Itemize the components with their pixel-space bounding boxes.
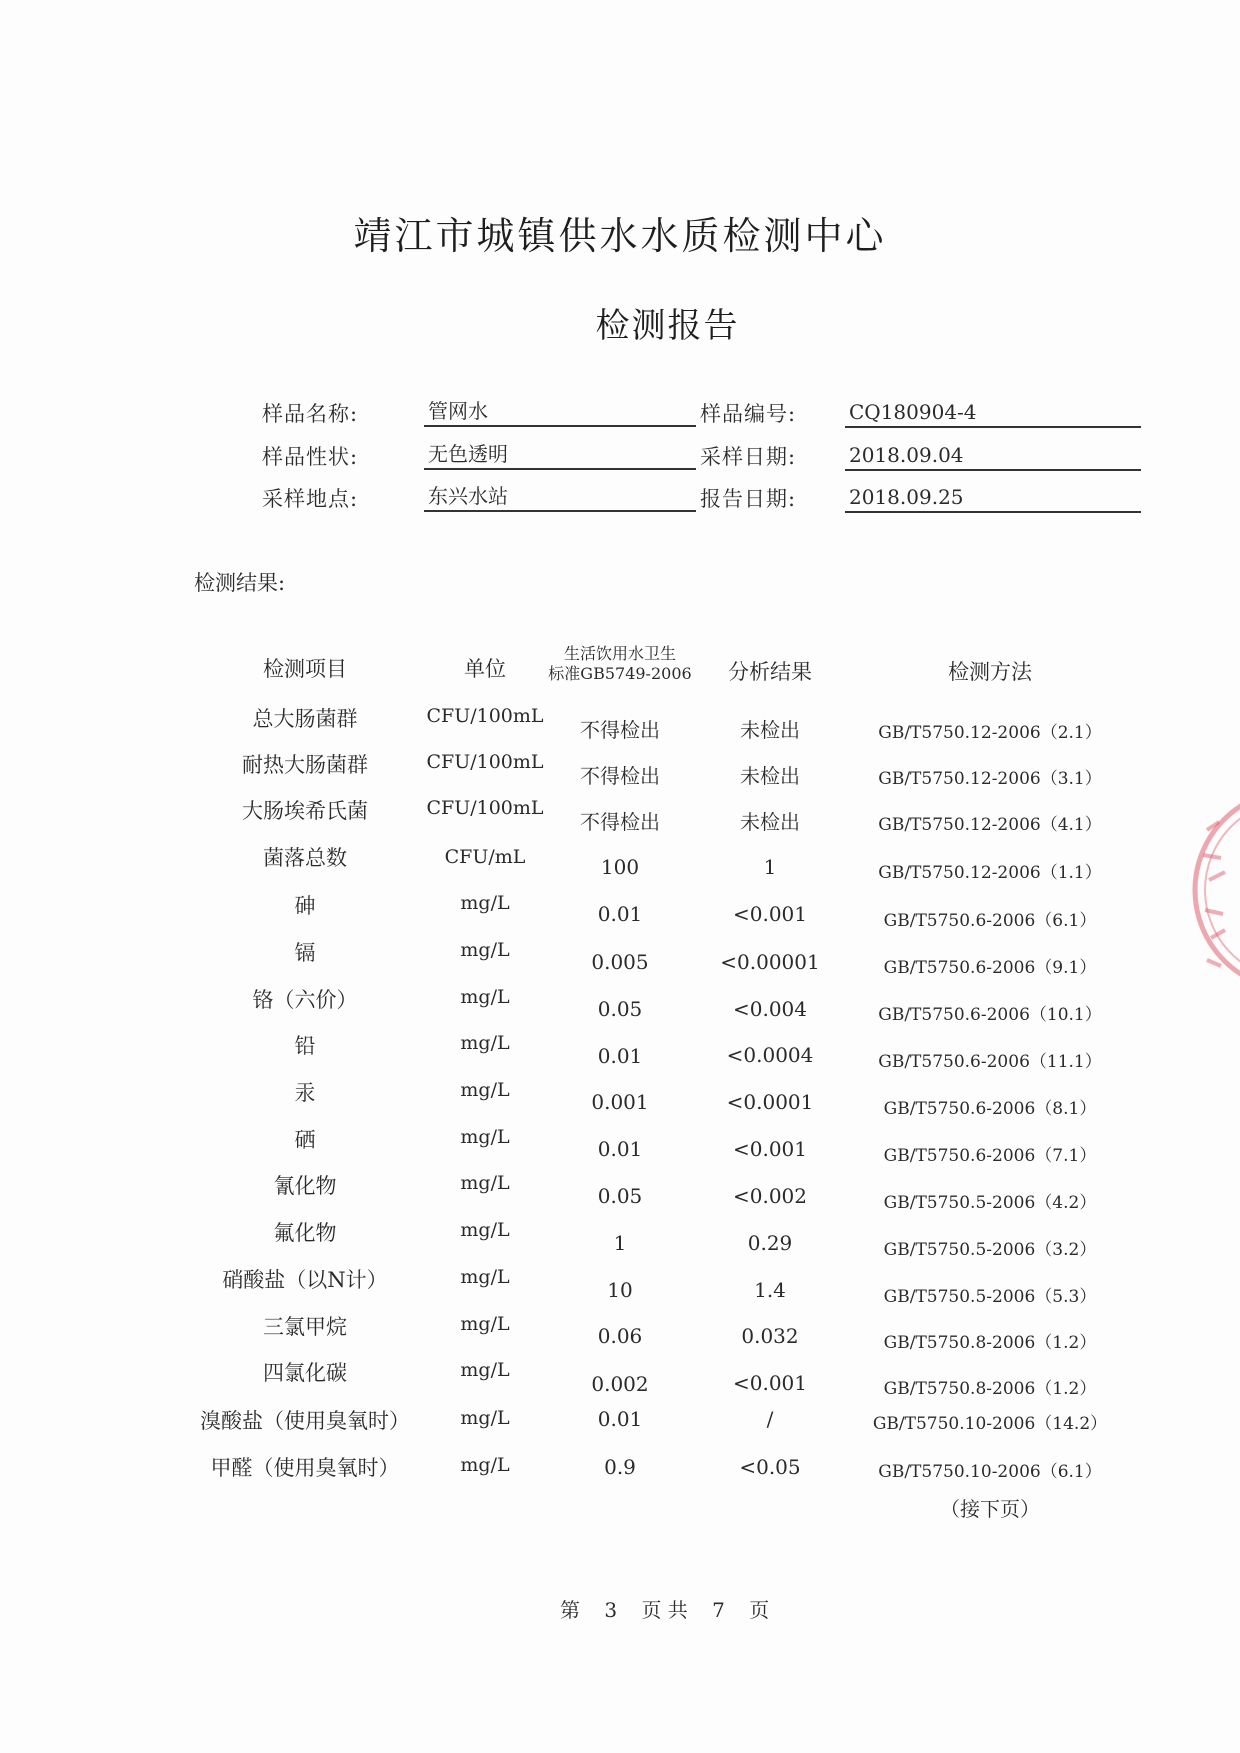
row-standard: 100 bbox=[600, 855, 640, 879]
row-result: <0.004 bbox=[732, 997, 807, 1021]
row-method: GB/T5750.10-2006（6.1） bbox=[878, 1462, 1102, 1482]
column-header-standard bbox=[535, 644, 705, 684]
page-suffix: 页 bbox=[749, 1598, 770, 1622]
row-unit: mg/L bbox=[460, 1454, 510, 1476]
row-item: 大肠埃希氏菌 bbox=[242, 799, 368, 823]
sampling-location-label: 采样地点: bbox=[262, 487, 359, 511]
row-item: 镉 bbox=[294, 941, 316, 965]
row-unit: mg/L bbox=[460, 1407, 510, 1429]
row-standard: 0.05 bbox=[597, 1184, 643, 1208]
sampling-date-label: 采样日期: bbox=[700, 445, 797, 469]
row-method: GB/T5750.12-2006（3.1） bbox=[878, 769, 1102, 789]
row-method: GB/T5750.6-2006（6.1） bbox=[883, 911, 1097, 931]
seal-stamp-icon bbox=[1185, 760, 1240, 1020]
row-result: <0.001 bbox=[732, 1137, 807, 1161]
row-item: 菌落总数 bbox=[263, 846, 347, 870]
row-standard: 不得检出 bbox=[580, 718, 660, 742]
row-result: <0.001 bbox=[732, 902, 807, 926]
row-standard: 0.001 bbox=[591, 1090, 649, 1114]
row-method: GB/T5750.6-2006（9.1） bbox=[883, 958, 1097, 978]
row-result: 1 bbox=[763, 855, 777, 879]
row-item: 汞 bbox=[294, 1081, 316, 1105]
row-standard: 0.01 bbox=[597, 902, 643, 926]
row-result: <0.00001 bbox=[720, 950, 820, 974]
row-unit: mg/L bbox=[460, 1079, 510, 1101]
row-method: GB/T5750.6-2006（10.1） bbox=[878, 1005, 1102, 1025]
row-method: GB/T5750.12-2006（2.1） bbox=[878, 723, 1102, 743]
row-method: GB/T5750.12-2006（4.1） bbox=[878, 815, 1102, 835]
row-method: GB/T5750.8-2006（1.2） bbox=[883, 1333, 1097, 1353]
row-item: 四氯化碳 bbox=[263, 1361, 347, 1385]
column-header-result: 分析结果 bbox=[728, 660, 812, 684]
page-current: 3 bbox=[604, 1598, 618, 1622]
row-result: <0.002 bbox=[732, 1184, 807, 1208]
row-item: 铅 bbox=[294, 1034, 316, 1058]
row-unit: mg/L bbox=[460, 1266, 510, 1288]
sample-name-label: 样品名称: bbox=[262, 402, 359, 426]
row-unit: CFU/100mL bbox=[426, 705, 544, 727]
row-unit: mg/L bbox=[460, 1359, 510, 1381]
row-unit: mg/L bbox=[460, 1219, 510, 1241]
row-item: 氰化物 bbox=[273, 1174, 337, 1198]
row-method: GB/T5750.5-2006（4.2） bbox=[883, 1193, 1097, 1213]
row-unit: mg/L bbox=[460, 892, 510, 914]
row-item: 铬（六价） bbox=[252, 988, 358, 1012]
row-item: 三氯甲烷 bbox=[263, 1315, 347, 1339]
row-unit: mg/L bbox=[460, 1313, 510, 1335]
row-method: GB/T5750.6-2006（7.1） bbox=[883, 1146, 1097, 1166]
row-unit: mg/L bbox=[460, 1032, 510, 1054]
row-result: 未检出 bbox=[740, 810, 800, 834]
row-standard: 不得检出 bbox=[580, 764, 660, 788]
page-prefix: 第 bbox=[560, 1598, 580, 1622]
page-number bbox=[560, 1594, 787, 1623]
column-header-standard-line2: 标准GB5749-2006 bbox=[548, 664, 692, 683]
row-item: 砷 bbox=[294, 894, 316, 918]
row-method: GB/T5750.8-2006（1.2） bbox=[883, 1379, 1097, 1399]
report-date-value: 2018.09.25 bbox=[845, 484, 1141, 513]
row-standard: 0.01 bbox=[597, 1044, 643, 1068]
row-item: 氟化物 bbox=[273, 1221, 337, 1245]
row-result: <0.0004 bbox=[726, 1043, 814, 1067]
row-standard: 10 bbox=[607, 1278, 633, 1302]
row-item: 总大肠菌群 bbox=[252, 707, 358, 731]
row-standard: 0.01 bbox=[597, 1407, 643, 1431]
page-total: 7 bbox=[712, 1598, 725, 1622]
row-result: 未检出 bbox=[740, 764, 800, 788]
sample-property-label: 样品性状: bbox=[262, 445, 359, 469]
column-header-standard-line1: 生活饮用水卫生 bbox=[563, 644, 676, 663]
column-header-method: 检测方法 bbox=[948, 660, 1032, 684]
row-result: 未检出 bbox=[740, 718, 800, 742]
row-unit: mg/L bbox=[460, 1126, 510, 1148]
row-standard: 不得检出 bbox=[580, 810, 660, 834]
row-method: GB/T5750.10-2006（14.2） bbox=[872, 1414, 1108, 1434]
row-unit: mg/L bbox=[460, 1172, 510, 1194]
row-unit: CFU/100mL bbox=[426, 751, 544, 773]
sample-property-value: 无色透明 bbox=[424, 441, 696, 470]
sample-number-value: CQ180904-4 bbox=[845, 399, 1141, 428]
row-standard: 0.06 bbox=[597, 1324, 643, 1348]
row-item: 硒 bbox=[294, 1128, 316, 1152]
sampling-location-value: 东兴水站 bbox=[424, 483, 696, 512]
row-unit: CFU/100mL bbox=[426, 797, 544, 819]
row-standard: 1 bbox=[613, 1231, 627, 1255]
row-method: GB/T5750.5-2006（5.3） bbox=[883, 1287, 1097, 1307]
results-heading: 检测结果: bbox=[194, 571, 286, 595]
row-standard: 0.002 bbox=[591, 1372, 649, 1396]
row-method: GB/T5750.6-2006（8.1） bbox=[883, 1099, 1097, 1119]
column-header-item: 检测项目 bbox=[263, 657, 347, 681]
continued-note: （接下页） bbox=[940, 1497, 1040, 1521]
row-standard: 0.01 bbox=[597, 1137, 643, 1161]
row-item: 耐热大肠菌群 bbox=[242, 753, 368, 777]
row-method: GB/T5750.6-2006（11.1） bbox=[878, 1052, 1102, 1072]
row-method: GB/T5750.12-2006（1.1） bbox=[878, 863, 1102, 883]
row-result: / bbox=[766, 1407, 774, 1431]
organization-title: 靖江市城镇供水水质检测中心 bbox=[353, 214, 887, 258]
row-standard: 0.9 bbox=[604, 1455, 636, 1479]
report-title: 检测报告 bbox=[595, 306, 740, 346]
row-result: <0.05 bbox=[739, 1455, 801, 1479]
row-unit: mg/L bbox=[460, 986, 510, 1008]
row-standard: 0.05 bbox=[597, 997, 643, 1021]
sample-name-value: 管网水 bbox=[424, 398, 696, 427]
page-mid: 页 共 bbox=[641, 1598, 688, 1622]
row-result: 1.4 bbox=[754, 1278, 786, 1302]
row-result: <0.0001 bbox=[726, 1090, 814, 1114]
row-result: 0.29 bbox=[747, 1231, 793, 1255]
column-header-unit: 单位 bbox=[464, 657, 506, 681]
row-item: 甲醛（使用臭氧时） bbox=[210, 1456, 400, 1480]
row-method: GB/T5750.5-2006（3.2） bbox=[883, 1240, 1097, 1260]
row-result: 0.032 bbox=[741, 1324, 799, 1348]
row-item: 硝酸盐（以N计） bbox=[222, 1268, 388, 1292]
sample-number-label: 样品编号: bbox=[700, 402, 797, 426]
report-date-label: 报告日期: bbox=[700, 487, 797, 511]
row-item: 溴酸盐（使用臭氧时） bbox=[200, 1409, 410, 1433]
row-unit: CFU/mL bbox=[444, 846, 526, 868]
row-unit: mg/L bbox=[460, 939, 510, 961]
row-standard: 0.005 bbox=[591, 950, 649, 974]
row-result: <0.001 bbox=[732, 1371, 807, 1395]
sampling-date-value: 2018.09.04 bbox=[845, 442, 1141, 471]
